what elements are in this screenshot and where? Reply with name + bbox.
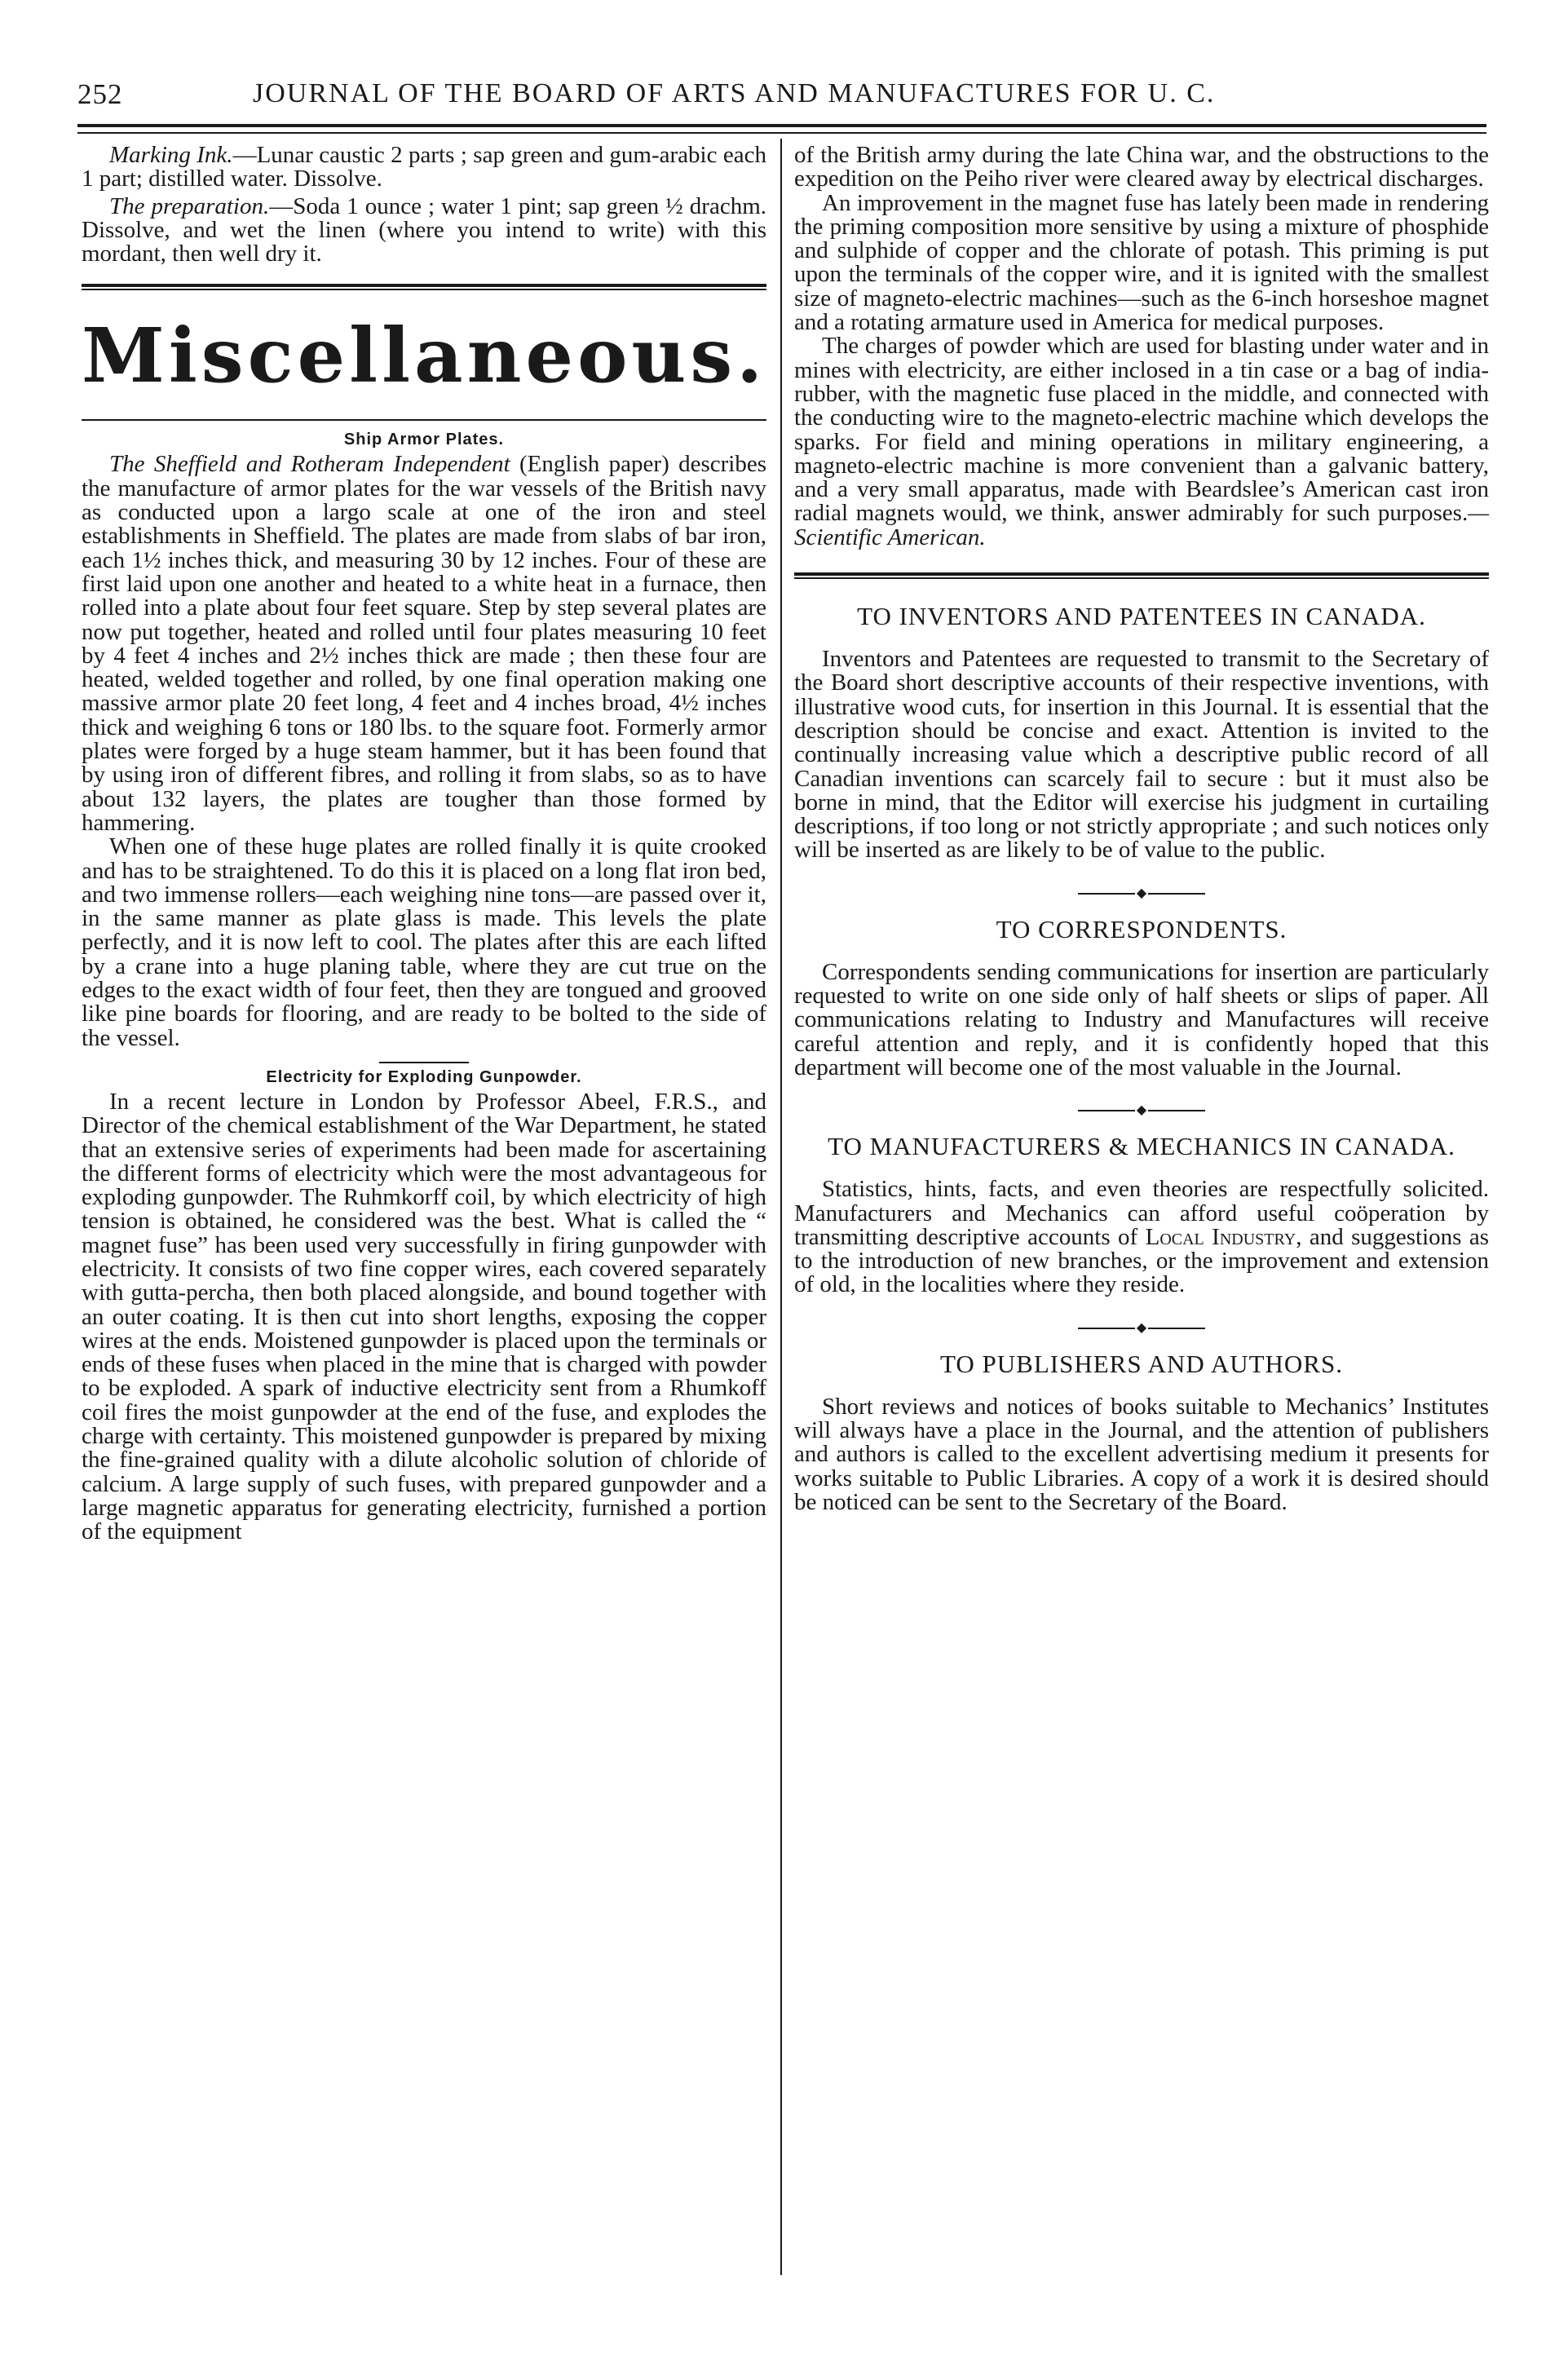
header-rule-thick <box>77 124 1486 127</box>
diamond-icon: ◆ <box>1136 886 1147 900</box>
publishers-heading: TO PUBLISHERS AND AUTHORS. <box>940 1349 1343 1378</box>
section-title: Miscellaneous. <box>82 312 767 400</box>
right-column <box>794 144 1489 1514</box>
column-divider <box>780 139 782 2275</box>
ornament-divider <box>794 887 1489 900</box>
left-column <box>82 144 766 1544</box>
manufacturers-text-b: , and suggestions as to the introduction of new branches, or the improvement and extension of old, in the localities where they reside. <box>794 1223 1490 1298</box>
electricity-heading: Electricity for Exploding Gunpowder. <box>266 1067 582 1086</box>
inventors-paragraph: Inventors and Patentees are requested to transmit to the Secretary of the Board short descriptive accounts of their respective inventions, with illustrative wood cuts, for insertion in this Journal. It is essential that the description should be concise and exact. Attention is invited to the continually increasing value which a descriptive public record of all Canadian inventions can scarcely fail to secure : but it must also be borne in mind, that the Editor will exercise his judgment in curtailing descriptions, if too long or not strictly appropriate ; and such notices only will be inserted as are likely to be of value to the public. <box>794 646 1489 864</box>
marking-ink-text: —Lunar caustic 2 parts ; sap green and gum-arabic each 1 part; distilled water. Dissolve. <box>82 142 766 192</box>
electricity-paragraph: In a recent lecture in London by Professor Abeel, F.R.S., and Director of the chemical establishment of the War Department, he stated that an extensive series of experiments had been made for ascertaining the different forms of electricity which were the most advantageous for exploding gunpowder. The Ruhmkorff coil, by which electricity of high tension is obtained, he considered was the best. What is called the “ magnet fuse” has been used very successfully in firing gunpowder with electricity. It consists of two fine copper wires, each covered separately with gutta-percha, then both placed alongside, and bound together with an outer coating. It is then cut into short lengths, exposing the copper wires at the ends. Moistened gunpowder is placed upon the terminals or ends of these fuses when placed in the mine that is charged with powder to be exploded. A spark of inductive electricity sent from a Rhumkoff coil fires the moist gunpowder at the end of the fuse, and explodes the charge with certainty. This moistened gunpowder is prepared by mixing the fine-grained quality with a dilute alcoholic solution of chloride of calcium. A large supply of such fuses, with prepared gunpowder and a large magnetic apparatus for generating electricity, furnished a portion of the equipment <box>82 1088 766 1545</box>
source-credit: —Scientific American. <box>794 500 1489 550</box>
ship-armor-paragraph-2: When one of these huge plates are rolled finally it is quite crooked and has to be straightened. To do this it is placed on a long flat iron bed, and two immense rollers—each weighing nine tons—are passed over it, in the same manner as plate glass is made. This levels the plate perfectly, and it is now left to cool. The plates after this are each lifted by a crane into a huge planing table, where they are cut true on the edges to the exact width of four feet, then they are tongued and grooved like pine boards for flooring, and are ready to be bolted to the side of the vessel. <box>82 833 766 1051</box>
correspondents-heading: TO CORRESPONDENTS. <box>996 914 1288 943</box>
section-rule <box>82 284 766 290</box>
ornament-divider <box>794 1322 1489 1335</box>
notices-rule <box>794 572 1489 579</box>
continuation-paragraph: of the British army during the late China war, and the obstructions to the expedition on the Peiho river were cleared away by electrical discharges. <box>794 142 1489 192</box>
ship-armor-text-1: (English paper) describes the manufacture of armor plates for the war vessels of the British navy as conducted upon a largo scale at one of the iron and steel establishments in Sheffield. The plates are made from slabs of bar iron, each 1½ inches thick, and measuring 30 by 12 inches. Four of these are first laid upon one another and heated to a white heat in a furnace, then rolled into a plate about four feet square. Step by step several plates are now put together, heated and rolled until four plates measuring 10 feet by 4 feet 4 inches and 2½ inches thick are made ; then these four are heated, welded together and rolled, by one final operation making one massive armor plate 20 feet long, 4 feet and 4 inches broad, 4½ inches thick and weighing 6 tons or 180 lbs. to the square foot. Formerly armor plates were forged by a huge steam hammer, but it has been found that by using iron of different fibres, and rolling it from slabs, so as to have about 132 layers, the plates are tougher than those formed by hammering. <box>82 451 766 836</box>
running-head <box>77 78 1486 119</box>
marking-ink-paragraph <box>82 144 766 192</box>
section-title-rule <box>82 419 766 421</box>
preparation-text: —Soda 1 ounce ; water 1 pint; sap green ½ drachm. Dissolve, and wet the linen (where you intend to write) with this mordant, then well dry it. <box>82 192 767 267</box>
page-number: 252 <box>77 78 123 110</box>
manufacturers-heading: TO MANUFACTURERS & MECHANICS IN CANADA. <box>828 1132 1455 1161</box>
header-rule-thin <box>77 132 1486 134</box>
inventors-heading: TO INVENTORS AND PATENTEES IN CANADA. <box>857 602 1426 631</box>
ornament-divider <box>794 1104 1489 1117</box>
preparation-paragraph <box>82 192 767 267</box>
blasting-paragraph <box>794 334 1489 550</box>
diamond-icon: ◆ <box>1136 1320 1147 1335</box>
blasting-text: The charges of powder which are used for blasting under water and in mines with electricity, are either inclosed in a tin case or a bag of india-rubber, with the magnetic fuse placed in the middle, and connected with the conducting wire to the magneto-electric machine which develops the sparks. For field and mining operations in military engineering, a magneto-electric machine is more convenient than a galvanic battery, and a very small apparatus, made with Beardslee’s American cast iron radial magnets would, we think, answer admirably for such purposes. <box>794 333 1489 527</box>
ship-armor-paragraph-1 <box>82 453 766 835</box>
correspondents-paragraph: Correspondents sending communications for insertion are particularly requested to write on one side only of half sheets or slips of paper. All communications relating to Industry and Manufactures will receive careful attention and reply, and it is confidently hoped that this department will become one of the most valuable in the Journal. <box>794 958 1489 1080</box>
diamond-icon: ◆ <box>1136 1103 1147 1118</box>
manufacturers-paragraph <box>794 1178 1489 1297</box>
magnet-fuse-paragraph: An improvement in the magnet fuse has lately been made in rendering the priming composition more sensitive by using a mixture of phosphide and sulphide of copper and the chlorate of potash. This priming is put upon the terminals of the copper wire, and it is ignited with the smallest size of magneto-electric machines—such as the 6-inch horseshoe magnet and a rotating armature used in America for medical purposes. <box>794 189 1489 336</box>
local-industry-term: Local Industry <box>1145 1223 1296 1250</box>
newspaper-title: The Sheffield and Rotheram Independent <box>109 451 510 478</box>
ship-armor-heading: Ship Armor Plates. <box>343 431 505 449</box>
publishers-paragraph: Short reviews and notices of books suitable to Mechanics’ Institutes will always have a place in the Journal, and the attention of publishers and authors is called to the excellent advertising medium it presents for works suitable to Public Libraries. A copy of a work it is desired should be noticed can be sent to the Secretary of the Board. <box>794 1393 1489 1515</box>
marking-ink-label: Marking Ink. <box>109 142 233 168</box>
journal-title: JOURNAL OF THE BOARD OF ARTS AND MANUFACTURES FOR U. C. <box>253 78 1216 108</box>
manufacturers-text-a: Statistics, hints, facts, and even theories are respectfully solicited. Manufacturers and Mechanics can afford useful coöperation by transmitting descriptive accounts of <box>794 1176 1489 1250</box>
article-divider <box>379 1062 469 1063</box>
preparation-label: The preparation. <box>109 192 270 219</box>
